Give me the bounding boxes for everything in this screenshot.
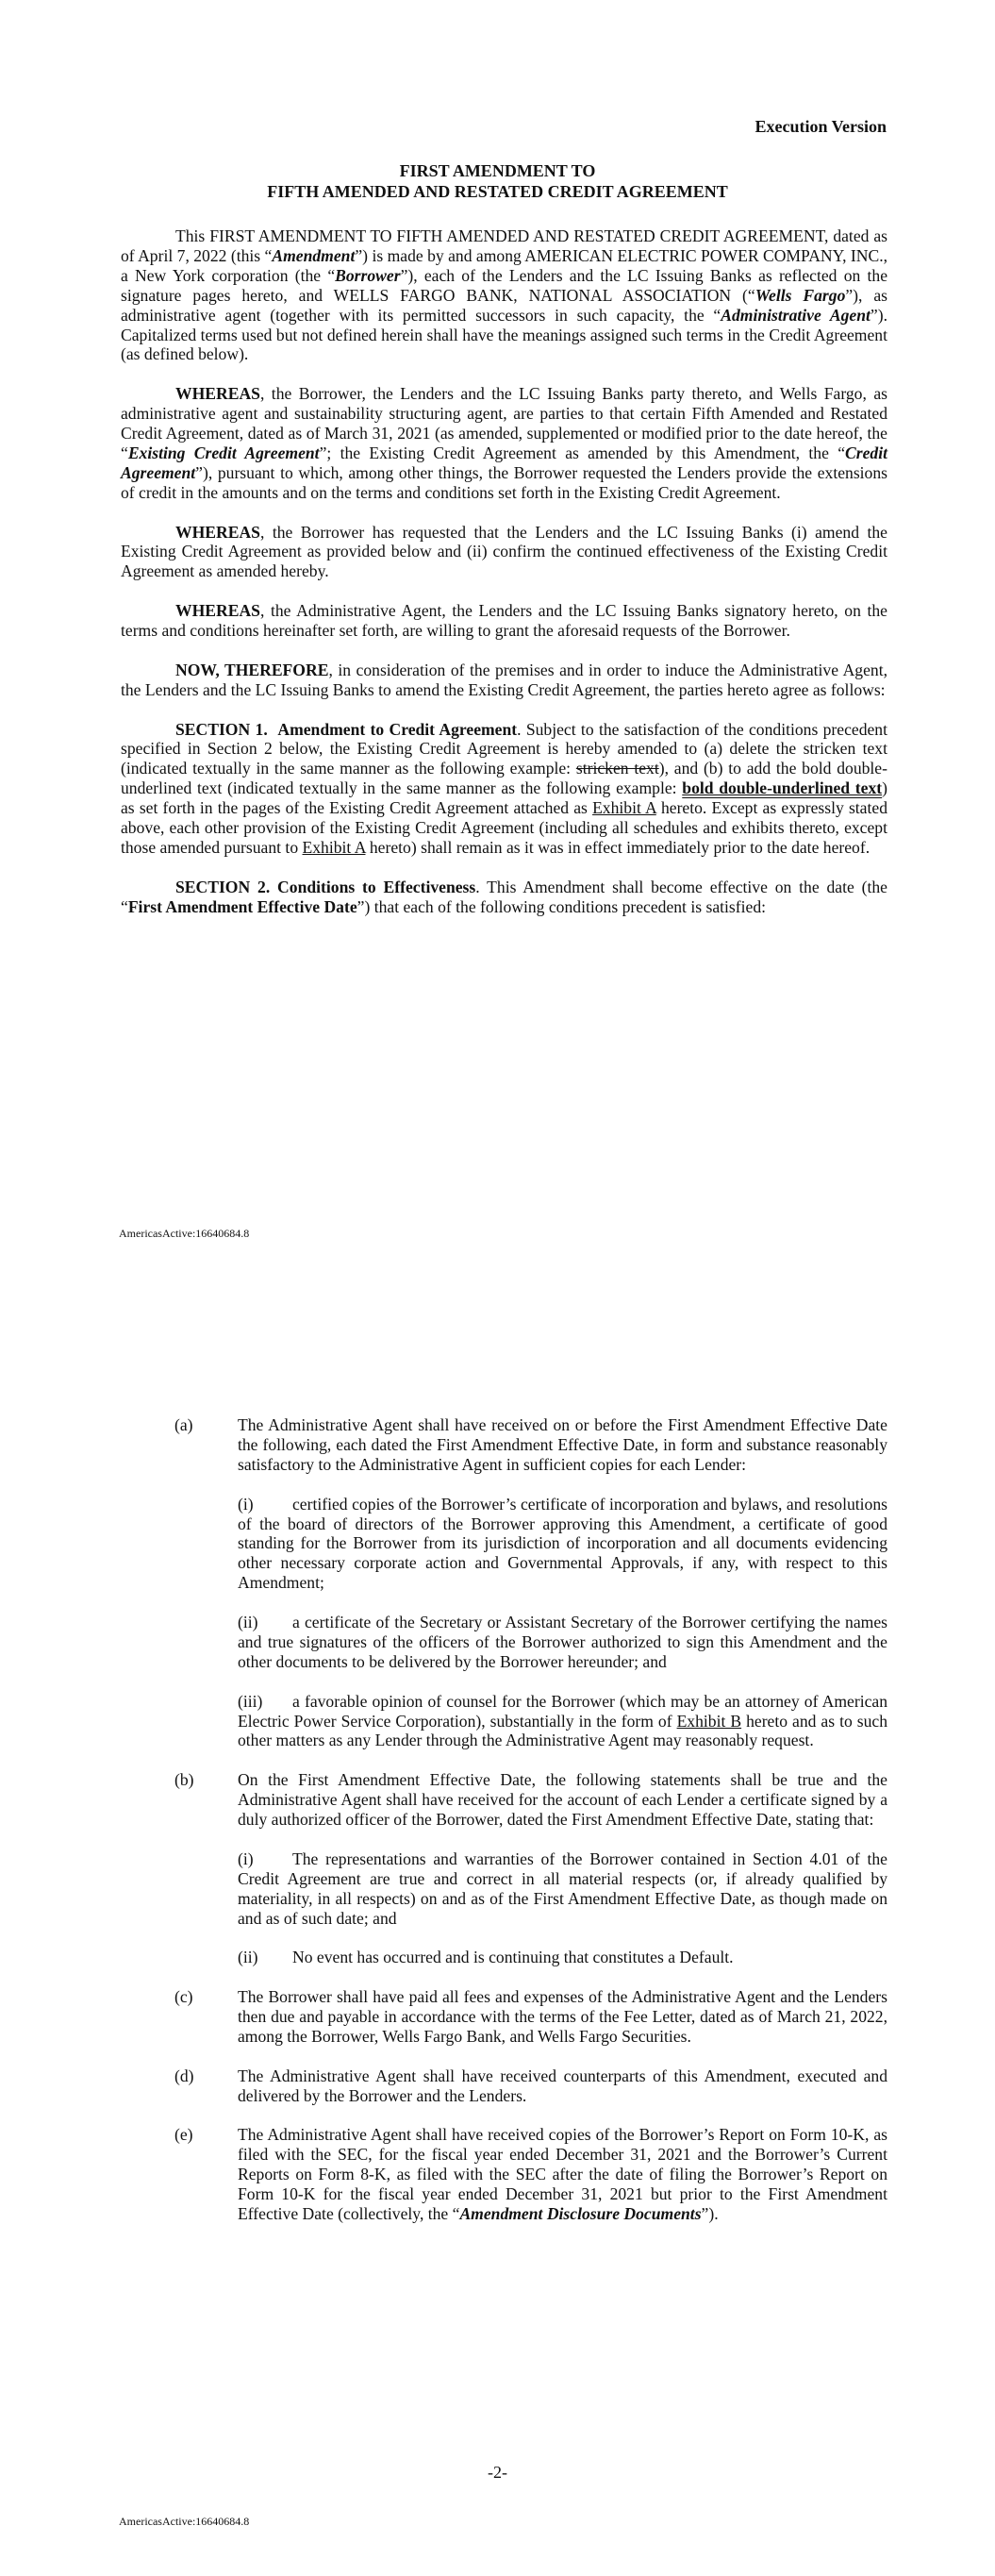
whereas-paragraph-3: WHEREAS, the Administrative Agent, the Lenders and the LC Issuing Banks signatory hereto, on the terms and conditions hereinafter set forth, are willing to grant the aforesaid requests of the Borrower.	[121, 601, 887, 641]
defined-term-existing-credit-agreement: Existing Credit Agreement	[127, 443, 320, 462]
condition-b: (b) On the First Amendment Effective Date, the following statements shall be true and the Administrative Agent shall have received for the account of each Lender a certificate signed by a duly authorized officer of the Borrower, dated the First Amendment Effective Date, stating that:	[174, 1770, 887, 1830]
defined-term-credit-agreement: Credit Agreement	[121, 443, 887, 482]
exhibit-b-reference: Exhibit B	[676, 1711, 742, 1731]
page-number: -2-	[488, 2463, 507, 2482]
item-label: (b)	[174, 1770, 194, 1790]
execution-version-label: Execution Version	[755, 117, 887, 136]
page-2-body	[174, 1415, 887, 2244]
whereas-paragraph-2: WHEREAS, the Borrower has requested that the Lenders and the LC Issuing Banks (i) amend the Existing Credit Agreement as provided below and (ii) confirm the continued effectiveness of the Existing Credit Agreement as amended hereby.	[121, 522, 887, 581]
defined-term-first-amendment-effective-date: First Amendment Effective Date	[127, 896, 357, 916]
section-2-heading: SECTION 2. Conditions to Effectiveness	[175, 877, 476, 896]
defined-term-borrower: Borrower	[335, 265, 401, 285]
section-1-paragraph: SECTION 1. Amendment to Credit Agreement. Subject to the satisfaction of the conditions precedent specified in Section 2 below, the Existing Credit Agreement is hereby amended to (a) delete the stricken text (indicated textually in the same manner as the following example: stricken text), and (b) to add the bold double-underlined text (indicated textually in the same manner as the following example: bold double-underlined text) as set forth in the pages of the Existing Credit Agreement attached as Exhibit A hereto. Except as expressly stated above, each other provision of the Existing Credit Agreement (including all schedules and exhibits thereto, except those amended pursuant to Exhibit A hereto) shall remain as it was in effect immediately prior to the date hereof.	[121, 719, 887, 858]
title-line-1: FIRST AMENDMENT TO	[399, 161, 596, 180]
defined-term-amendment-disclosure-documents: Amendment Disclosure Documents	[459, 2204, 702, 2224]
item-label: (e)	[174, 2125, 193, 2145]
condition-e: (e) The Administrative Agent shall have received copies of the Borrower’s Report on Form 10-K, as filed with the SEC, for the fiscal year ended December 31, 2021 and the Borrower’s Current Reports on Form 8-K, as filed with the SEC after the date of filing the Borrower’s Report on Form 10-K for the fiscal year ended December 31, 2021 but prior to the First Amendment Effective Date (collectively, the “Amendment Disclosure Documents”).	[174, 2125, 887, 2224]
section-2-paragraph: SECTION 2. Conditions to Effectiveness. This Amendment shall become effective on the date (the “First Amendment Effective Date”) that each of the following conditions precedent is satisfied:	[121, 877, 887, 916]
page-1-body	[121, 226, 887, 937]
exhibit-a-reference-2: Exhibit A	[302, 838, 366, 858]
condition-a-i: (i) certified copies of the Borrower’s certificate of incorporation and bylaws, and resolutions of the board of directors of the Borrower approving this Amendment, a certificate of good standing for the Borrower from its jurisdiction of incorporation and all documents evidencing other necessary corporate action and Governmental Approvals, if any, with respect to this Amendment;	[238, 1494, 887, 1593]
condition-b-ii: (ii) No event has occurred and is continuing that constitutes a Default.	[238, 1948, 734, 1967]
section-1-heading: Amendment to Credit Agreement	[277, 719, 518, 739]
defined-term-wells-fargo: Wells Fargo	[755, 285, 846, 305]
whereas-paragraph-1: WHEREAS, the Borrower, the Lenders and the LC Issuing Banks party thereto, and Wells Fargo, as administrative agent and sustainability structuring agent, are parties to that certain Fifth Amended and Restated Credit Agreement, dated as of March 31, 2021 (as amended, supplemented or modified prior to the date hereof, the “Existing Credit Agreement”; the Existing Credit Agreement as amended by this Amendment, the “Credit Agreement”), pursuant to which, among other things, the Borrower requested the Lenders provide the extensions of credit in the amounts and on the terms and conditions set forth in the Existing Credit Agreement.	[121, 384, 887, 502]
condition-a-iii: (iii) a favorable opinion of counsel for the Borrower (which may be an attorney of American Electric Power Service Corporation), substantially in the form of Exhibit B hereto and as to such other matters as any Lender through the Administrative Agent may reasonably request.	[238, 1691, 887, 1750]
exhibit-a-reference: Exhibit A	[592, 798, 656, 818]
page-2-footer: AmericasActive:16640684.8	[119, 2515, 250, 2528]
bold-double-underlined-example: bold double-underlined text	[682, 778, 883, 798]
stricken-text-example: stricken text	[575, 759, 659, 778]
condition-a: (a) The Administrative Agent shall have received on or before the First Amendment Effective Date the following, each dated the First Amendment Effective Date, in form and substance reasonably satisfactory to the Administrative Agent in sufficient copies for each Lender:	[174, 1415, 887, 1474]
section-1-number: SECTION 1.	[175, 719, 268, 739]
item-label: (a)	[174, 1415, 193, 1434]
title-line-2: FIFTH AMENDED AND RESTATED CREDIT AGREEMENT	[267, 182, 728, 201]
condition-c: (c) The Borrower shall have paid all fees and expenses of the Administrative Agent and the Lenders then due and payable in accordance with the terms of the Fee Letter, dated as of March 21, 2022, among the Borrower, Wells Fargo Bank, and Wells Fargo Securities.	[174, 1987, 887, 2046]
defined-term-administrative-agent: Administrative Agent	[721, 305, 871, 325]
condition-d: (d) The Administrative Agent shall have received counterparts of this Amendment, executed and delivered by the Borrower and the Lenders.	[174, 2066, 887, 2105]
condition-a-ii: (ii) a certificate of the Secretary or Assistant Secretary of the Borrower certifying the names and true signatures of the officers of the Borrower authorized to sign this Amendment and the other documents to be delivered by the Borrower hereunder; and	[238, 1613, 887, 1671]
intro-paragraph: This FIRST AMENDMENT TO FIFTH AMENDED AND RESTATED CREDIT AGREEMENT, dated as of April 7, 2022 (this “Amendment”) is made by and among AMERICAN ELECTRIC POWER COMPANY, INC., a New York corporation (the “Borrower”), each of the Lenders and the LC Issuing Banks as reflected on the signature pages hereto, and WELLS FARGO BANK, NATIONAL ASSOCIATION (“Wells Fargo”), as administrative agent (together with its permitted successors in such capacity, the “Administrative Agent”). Capitalized terms used but not defined herein shall have the meanings assigned such terms in the Credit Agreement (as defined below).	[121, 226, 888, 364]
now-therefore-paragraph: NOW, THEREFORE, in consideration of the premises and in order to induce the Administrative Agent, the Lenders and the LC Issuing Banks to amend the Existing Credit Agreement, the parties hereto agree as follows:	[121, 660, 887, 699]
item-label: (d)	[174, 2066, 194, 2085]
page-1-footer: AmericasActive:16640684.8	[119, 1227, 250, 1240]
condition-b-i: (i) The representations and warranties of the Borrower contained in Section 4.01 of the Credit Agreement are true and correct in all material respects (or, if already qualified by materiality, in all respects) on and as of the First Amendment Effective Date, as though made on and as of such date; and	[238, 1848, 887, 1928]
item-label: (c)	[174, 1987, 193, 2007]
document-title	[0, 160, 995, 202]
defined-term-amendment: Amendment	[272, 245, 356, 265]
